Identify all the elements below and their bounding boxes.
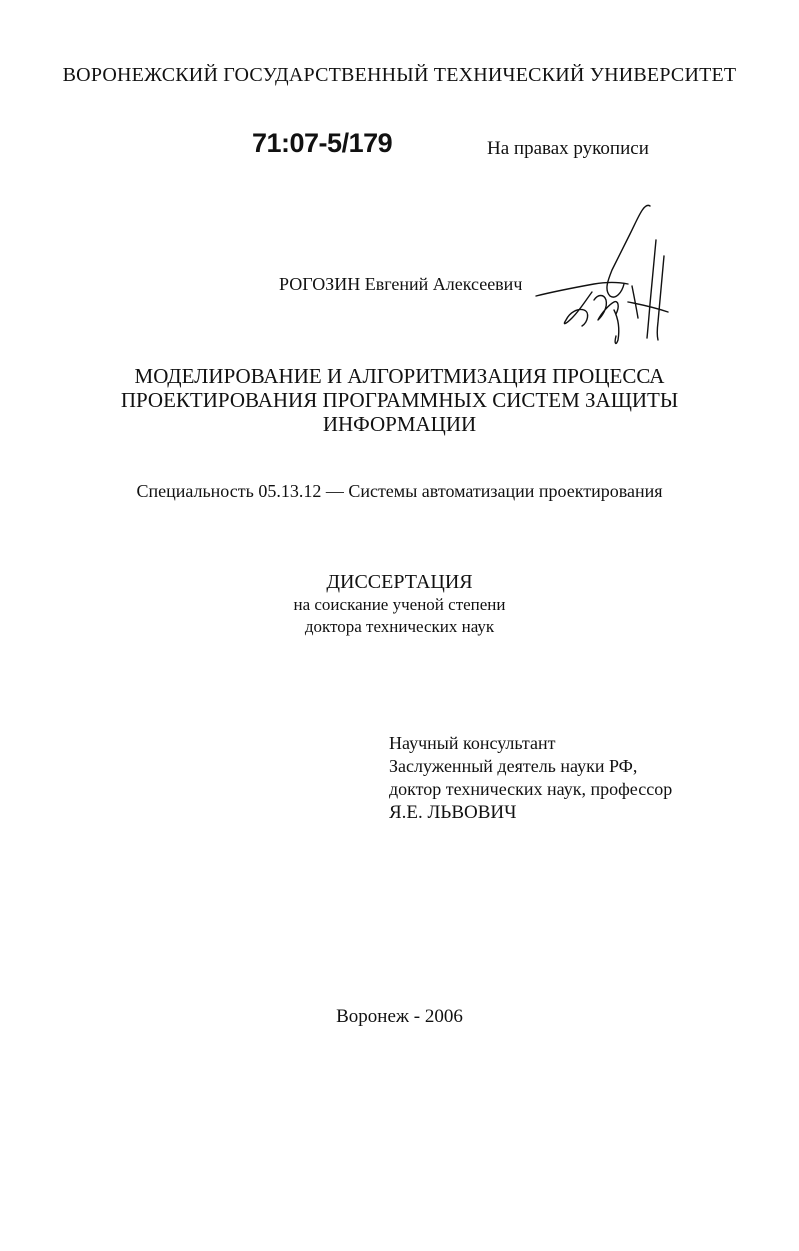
title-line-2: ПРОЕКТИРОВАНИЯ ПРОГРАММНЫХ СИСТЕМ ЗАЩИТЫ bbox=[120, 388, 679, 412]
rights-note: На правах рукописи bbox=[487, 138, 649, 159]
scientific-advisor-block bbox=[389, 732, 672, 824]
advisor-role: Научный консультант bbox=[389, 733, 556, 753]
specialty-line: Специальность 05.13.12 — Системы автоматизации проектирования bbox=[136, 481, 663, 501]
advisor-name: Я.Е. ЛЬВОВИЧ bbox=[389, 802, 517, 823]
dissertation-heading: ДИССЕРТАЦИЯ bbox=[326, 571, 473, 593]
title-line-1: МОДЕЛИРОВАНИЕ И АЛГОРИТМИЗАЦИЯ ПРОЦЕССА bbox=[134, 364, 665, 388]
city-year: Воронеж - 2006 bbox=[336, 1006, 463, 1027]
author-name: РОГОЗИН Евгений Алексеевич bbox=[279, 274, 523, 294]
author-signature bbox=[532, 200, 682, 350]
degree-purpose: на соискание ученой степени bbox=[293, 595, 506, 614]
university-name: ВОРОНЕЖСКИЙ ГОСУДАРСТВЕННЫЙ ТЕХНИЧЕСКИЙ УНИВЕРСИТЕТ bbox=[62, 64, 737, 86]
degree-name: доктора технических наук bbox=[304, 617, 495, 636]
dissertation-type-block bbox=[0, 570, 799, 638]
dissertation-title bbox=[0, 364, 799, 436]
advisor-degree: доктор технических наук, профессор bbox=[389, 779, 673, 799]
title-line-3: ИНФОРМАЦИИ bbox=[322, 412, 477, 436]
catalog-code: 71:07-5/179 bbox=[252, 128, 393, 158]
advisor-honor: Заслуженный деятель науки РФ, bbox=[389, 756, 638, 776]
